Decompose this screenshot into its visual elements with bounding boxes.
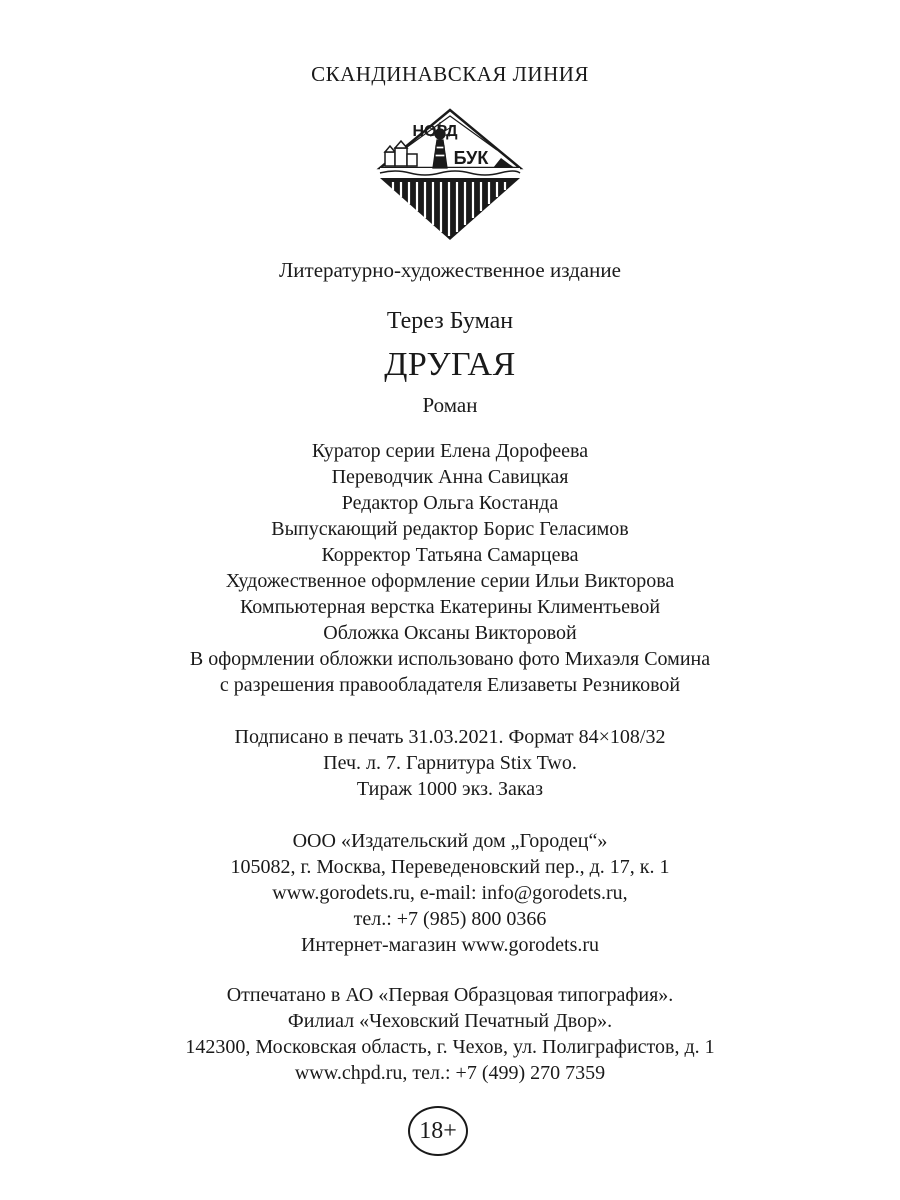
age-rating-badge [408,1106,468,1156]
publisher-line: ООО «Издательский дом „Городец“» [292,830,608,852]
nordbook-publisher-logo [375,106,525,244]
credit-line: Переводчик Анна Савицкая [331,466,569,488]
credit-line: В оформлении обложки использовано фото Михаэля Сомина [189,648,711,670]
credit-line: Редактор Ольга Костанда [341,492,559,514]
printer-line: Отпечатано в АО «Первая Образцовая типография». [226,984,674,1006]
credit-line: с разрешения правообладателя Елизаветы Резниковой [219,674,681,696]
print-info-line: Печ. л. 7. Гарнитура Stix Two. [323,752,577,774]
book-title: ДРУГАЯ [384,346,516,383]
credit-line: Художественное оформление серии Ильи Викторова [225,570,675,592]
credit-line: Корректор Татьяна Самарцева [321,544,579,566]
publisher-line: Интернет-магазин www.gorodets.ru [300,934,600,956]
genre-label: Роман [422,393,478,417]
edition-type: Литературно-художественное издание [279,258,621,282]
print-info-line: Подписано в печать 31.03.2021. Формат 84×108/32 [234,726,666,748]
logo-text-bottom: БУК [453,148,489,168]
printer-line: www.chpd.ru, тел.: +7 (499) 270 7359 [294,1062,606,1084]
publisher-line: тел.: +7 (985) 800 0366 [353,908,547,930]
printer-line: 142300, Московская область, г. Чехов, ул. Полиграфистов, д. 1 [185,1036,715,1058]
print-info-line: Тираж 1000 экз. Заказ [356,778,544,800]
age-rating-text: 18+ [419,1117,457,1144]
credit-line: Куратор серии Елена Дорофеева [311,440,589,462]
publisher-line: 105082, г. Москва, Переведеновский пер., д. 17, к. 1 [230,856,670,878]
credit-line: Обложка Оксаны Викторовой [323,622,577,644]
logo-text-top: НОРД [412,123,458,140]
publisher-line: www.gorodets.ru, e-mail: info@gorodets.ru, [272,882,628,904]
credit-line: Компьютерная верстка Екатерины Климентьевой [239,596,661,618]
printer-line: Филиал «Чеховский Печатный Двор». [287,1010,613,1032]
author-name: Терез Буман [386,308,514,334]
series-name: СКАНДИНАВСКАЯ ЛИНИЯ [311,62,589,86]
credit-line: Выпускающий редактор Борис Геласимов [271,518,629,540]
